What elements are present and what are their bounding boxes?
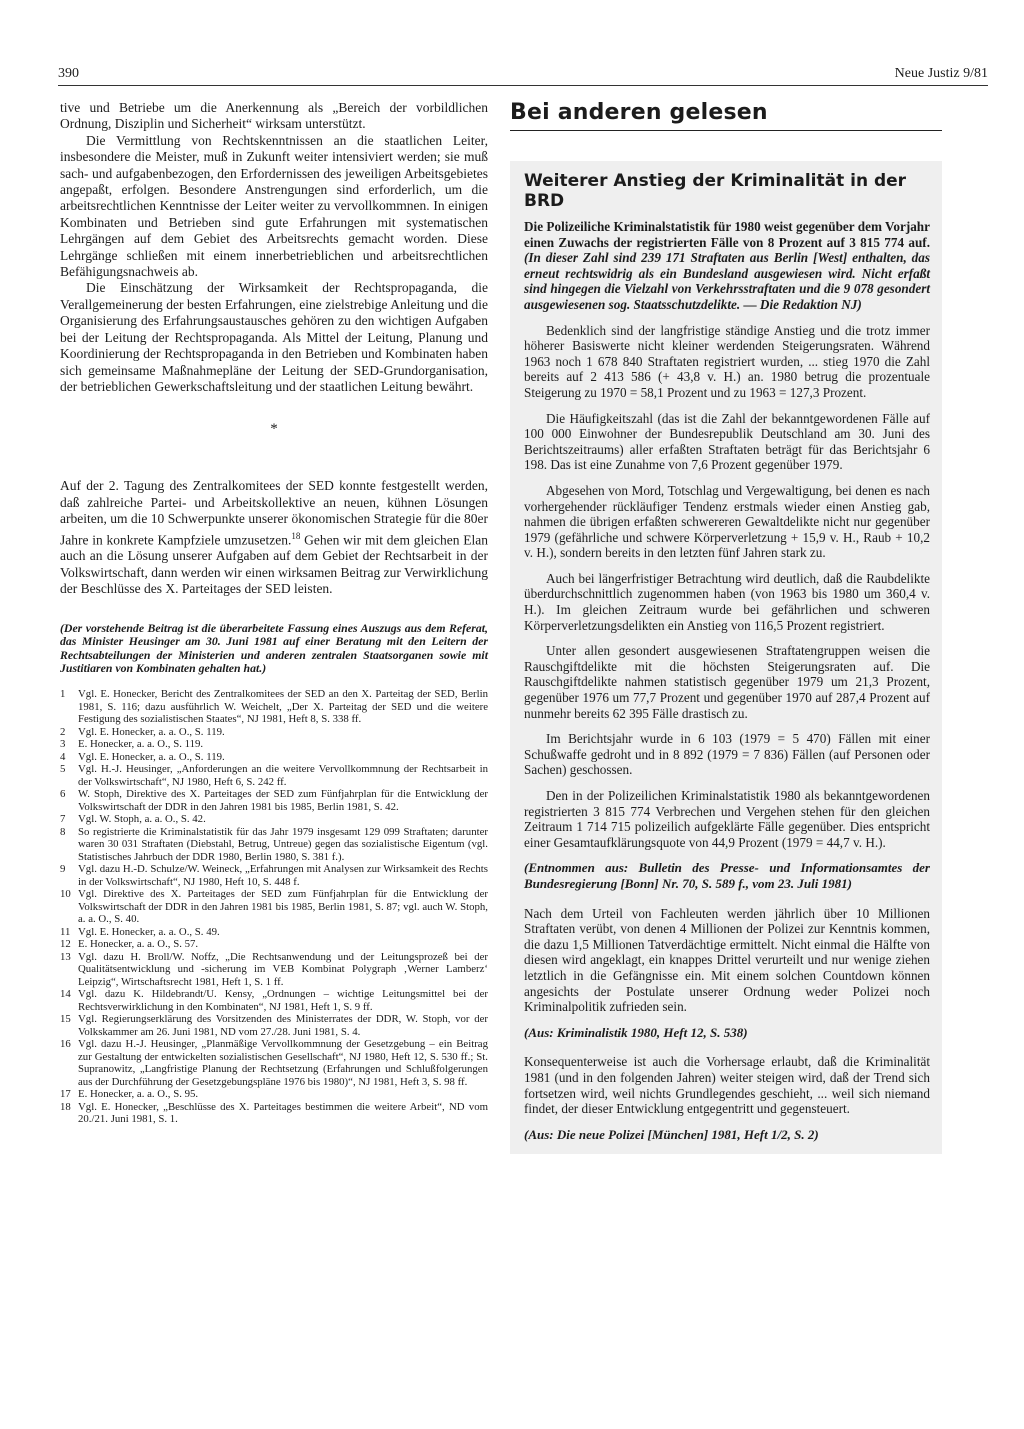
footnote-number: 5 xyxy=(60,763,66,776)
footnote xyxy=(60,763,488,788)
footnote xyxy=(60,988,488,1013)
paragraph: Unter allen gesondert ausgewiesenen Straftatengruppen weisen die Rauschgiftdelikte mit die höchsten Steigerungsraten auf. Die Rauschgiftdelikte nahmen statistisch gegenüber 1979 um 21,3 Prozent, gegenüber 1976 um 77,7 Prozent und gegenüber 1970 auf 287,4 Prozent auf nunmehr bereits 62 395 Fälle drastisch zu. xyxy=(524,643,930,721)
footnote-text: Vgl. E. Honecker, a. a. O., S. 49. xyxy=(78,925,220,938)
footnote xyxy=(60,951,488,989)
article-box xyxy=(510,161,942,1154)
footnote-number: 8 xyxy=(60,825,66,838)
footnote-number: 12 xyxy=(60,938,71,951)
paragraph: Abgesehen von Mord, Totschlag und Vergewaltigung, bei denen es nach vorhergehender rückläufiger Tendenz erstmals wieder einen Anstieg gab, nahmen die übrigen erfaßten schwereren Gewaltdelikte nicht nur gegenüber 1979 (gefährliche und schwere Körperverletzung + 15,9 v. H., Raub + 10,2 v. H.), sondern bereits in den letzten fünf Jahren stark zu. xyxy=(524,482,930,561)
footnote-number: 4 xyxy=(60,750,66,763)
footnote-number: 2 xyxy=(60,725,66,738)
footnote-text: Vgl. E. Honecker, a. a. O., S. 119. xyxy=(78,750,225,763)
source-citation: (Aus: Kriminalistik 1980, Heft 12, S. 538) xyxy=(524,1024,748,1040)
footnote-number: 9 xyxy=(60,863,66,876)
left-column xyxy=(60,100,488,1126)
footnote xyxy=(60,738,488,751)
footnote-text: E. Honecker, a. a. O., S. 119. xyxy=(78,738,204,751)
footnote-text: So registrierte die Kriminalstatistik für das Jahr 1979 insgesamt 129 099 Straftaten; darunter waren 30 031 Straftaten (Diebstahl, Betrug, Untreue) gegen das sozialistische Eigentum (vgl. Statistisches Jahrbuch der DDR 1980, Berlin 1980, S. 381 f.). xyxy=(78,825,488,863)
paragraph: Konsequenterweise ist auch die Vorhersage erlaubt, daß die Kriminalität 1981 (und in den folgenden Jahren) weiter steigen wird, daß der Trend sich fortsetzen wird, weil nichts Grundlegendes geschieht, ... weil sich niemand findet, der dieser Entwicklung entgegentritt und gegensteuert. xyxy=(524,1054,930,1117)
page-number: 390 xyxy=(58,66,79,81)
source-citation: (Aus: Die neue Polizei [München] 1981, Heft 1/2, S. 2) xyxy=(524,1126,819,1142)
footnote-text: Vgl. E. Honecker, a. a. O., S. 119. xyxy=(78,725,225,738)
paragraph: Die Vermittlung von Rechtskenntnissen an die staatlichen Leiter, insbesondere die Meister, muß in Zukunft weiter intensiviert werden; sie muß sach- und aufgabenbezogen, den Erfordernissen des jeweiligen Arbeitsgebietes angepaßt, erfolgen. Besondere Anstrengungen sind erforderlich, um die arbeitsrechtlichen Kenntnisse der Leiter weiter zu vervollkommnen. In einigen Kombinaten und Betrieben sind gute Erfahrungen mit systematischen Lehrgängen auf dem Gebiet des Arbeitsrechts gemacht worden. Diese Lehrgänge schließen mit einem innerbetrieblichen und arbeitsrechtlichen Befähigungsnachweis ab. xyxy=(60,132,488,280)
footnote xyxy=(60,863,488,888)
footnote-number: 16 xyxy=(60,1038,71,1051)
section-rule xyxy=(510,130,942,131)
footnote-text: E. Honecker, a. a. O., S. 57. xyxy=(78,938,199,951)
footnote-number: 7 xyxy=(60,813,66,826)
footnote xyxy=(60,751,488,764)
footnote-ref: 18 xyxy=(291,530,301,541)
paragraph: Die Einschätzung der Wirksamkeit der Rechtspropaganda, die Verallgemeinerung der besten Erfahrungen, eine zielstrebige Anleitung und die Organisierung des Erfahrungsaustausches gehören zu den wichtigen Aufgaben bei der Leitung der Rechtspropaganda. Als Mittel der Leitung, Planung und Koordinierung der Rechtspropaganda in den Betrieben und Kombinaten haben sich gemeinsame Maßnahmepläne der Leitung der SED-Grundorganisation, der betrieblichen Gewerkschaftsleitung und der staatlichen Leitung bewährt. xyxy=(60,280,488,394)
footnote xyxy=(60,1088,488,1101)
editor-remark: (In dieser Zahl sind 239 171 Straftaten aus Berlin [West] enthalten, das erneut rechtswidrig als ein Bundesland ausgewiesen wird. Nicht erfaßt sind hingegen die Vielzahl von Verkehrsstraftaten und die 9 078 gesondert ausgewiesenen sog. Staatsschutzdelikte. — Die Redaktion NJ) xyxy=(524,250,930,312)
footnote xyxy=(60,888,488,926)
footnote-number: 6 xyxy=(60,788,66,801)
article-title: Weiterer Anstieg der Kriminalität in der BRD xyxy=(524,171,907,211)
footnote-text: Vgl. dazu H.-J. Heusinger, „Planmäßige Vervollkommnung der Gesetzgebung – ein Beitrag zur Gestaltung der entwickelten sozialistischen Gesellschaft“, NJ 1980, Heft 12, S. 530 ff.; St. Supranowitz, „Langfristige Planung der Rechtsetzung (Erfahrungen und Schlußfolgerungen aus der Durchführung der Gesetzgebungspläne 1976 bis 1980)“, NJ 1981, Heft 3, S. 98 ff. xyxy=(78,1038,488,1088)
footnote-number: 17 xyxy=(60,1088,71,1101)
footnote-text: Vgl. dazu H.-D. Schulze/W. Weineck, „Erfahrungen mit Analysen zur Wirksamkeit des Rechts in der Volkswirtschaft“, NJ 1980, Heft 10, S. 448 f. xyxy=(78,863,488,888)
header-rule xyxy=(58,85,988,86)
footnote-text: Vgl. E. Honecker, „Beschlüsse des X. Parteitages bestimmen die weitere Arbeit“, ND vom 20./21. Juni 1981, S. 1. xyxy=(78,1100,488,1126)
footnote-text: Vgl. W. Stoph, a. a. O., S. 42. xyxy=(78,813,206,826)
footnote-text: W. Stoph, Direktive des X. Parteitages der SED zum Fünfjahrplan für die Entwicklung der Volkswirtschaft der DDR in den Jahren 1981 bis 1985, Berlin 1981, S. 42. xyxy=(78,788,488,813)
paragraph xyxy=(60,478,488,597)
paragraph: Bedenklich sind der langfristige ständige Anstieg und die trotz immer höherer Basiswerte nicht kleiner werdenden Steigerungsraten. Während 1963 noch 1 678 840 Straftaten registriert wurden, ... stieg 1970 die Zahl bereits auf 2 413 586 (+ 43,8 v. H.) an. 1980 betrug die prozentuale Steigerung zu 1970 = 58,1 Prozent und zu 1963 = 127,3 Prozent. xyxy=(524,322,930,400)
footnote xyxy=(60,688,488,726)
footnote xyxy=(60,788,488,813)
footnote-number: 15 xyxy=(60,1013,71,1026)
paragraph: Nach dem Urteil von Fachleuten werden jährlich über 10 Millionen Straftaten verübt, von denen 4 Millionen der Polizei zur Kenntnis kommen, die dazu 1,5 Millionen Tatverdächtige ermittelt. Nicht einmal die Hälfte von diesen wird angeklagt, ein knappes Drittel verurteilt und nur wenige ziehen letztlich in die Gefängnisse ein. Mit einem solchen Countdown können angesichts der Postulate unserer Ordnung weder Polizei noch Kriminalpolitik zufrieden sein. xyxy=(524,905,930,1015)
paragraph-text: Auf der 2. Tagung des Zentralkomitees der SED konnte festgestellt werden, daß zahlreiche Partei- und Arbeitskollektive an neuen, kühnen Lösungen arbeiten, um die 10 Schwerpunkte unserer ökonomischen Strategie für die 80er Jahre in konkrete Kampfziele umzusetzen. xyxy=(60,478,488,548)
footnote xyxy=(60,938,488,951)
footnote-number: 18 xyxy=(60,1100,71,1113)
footnote xyxy=(60,926,488,939)
source-citation: (Entnommen aus: Bulletin des Presse- und Informationsamtes der Bundesregierung [Bonn] Nr. 70, S. 589 f., vom 23. Juli 1981) xyxy=(524,860,930,891)
footnote-text: Vgl. H.-J. Heusinger, „Anforderungen an die weitere Vervollkommnung der Rechtsarbeit in der Volkswirtschaft“, NJ 1980, Heft 6, S. 242 ff. xyxy=(78,763,488,788)
paragraph: Die Häufigkeitszahl (das ist die Zahl der bekanntgewordenen Fälle auf 100 000 Einwohner der Bundesrepublik Deutschland am 30. Juni des Berichtszeitraums) aller erfaßten Straftaten beträgt für das Berichtsjahr 6 198. Das ist eine Zunahme von 7,6 Prozent gegenüber 1979. xyxy=(524,410,930,473)
footnote-number: 3 xyxy=(60,738,66,751)
footnote xyxy=(60,1038,488,1088)
footnote-number: 1 xyxy=(60,688,66,701)
footnote-text: Vgl. Regierungserklärung des Vorsitzenden des Ministerrates der DDR, W. Stoph, vor der Volkskammer am 26. Juni 1981, ND vom 27./28. Juni 1981, S. 4. xyxy=(78,1013,488,1038)
footnote-number: 10 xyxy=(60,888,71,901)
footnote-text: E. Honecker, a. a. O., S. 95. xyxy=(78,1088,199,1101)
paragraph: Im Berichtsjahr wurde in 6 103 (1979 = 5 470) Fällen mit einer Schußwaffe gedroht und in 8 892 (1979 = 7 836) Fällen (auf Personen oder Sachen) geschossen. xyxy=(524,731,930,778)
footnote-number: 11 xyxy=(60,925,71,938)
paragraph: Auch bei längerfristiger Betrachtung wird deutlich, daß die Raubdelikte überdurchschnittlich zugenommen haben (von 1963 bis 1980 um 360,4 v. H.). Im gleichen Zeitraum wurde bei gefährlichen und schweren Körperverletzungsdelikten ein Anstieg von 116,5 Prozent registriert. xyxy=(524,570,930,633)
footnote xyxy=(60,726,488,739)
section-title: Bei anderen gelesen xyxy=(510,100,768,125)
footnote xyxy=(60,826,488,864)
paragraph-text: Gehen wir mit dem gleichen Elan auch an die Lösung unserer Aufgaben auf dem Gebiet der Rechtsarbeit in der Volkswirtschaft, dann werden wir einen wirksamen Beitrag zur Verwirklichung der Beschlüsse des X. Parteitages der SED leisten. xyxy=(60,532,489,597)
footnote-text: Vgl. dazu K. Hildebrandt/U. Kensy, „Ordnungen – wichtige Leitungsmittel bei der Rechtsverwirklichung in den Kombinaten“, NJ 1981, Heft 1, S. 9 ff. xyxy=(78,988,488,1013)
right-column xyxy=(510,100,942,1154)
footnote xyxy=(60,1101,488,1126)
paragraph: tive und Betriebe um die Anerkennung als „Bereich der vorbildlichen Ordnung, Disziplin und Sicherheit“ wirksam unterstützt. xyxy=(60,100,488,132)
footnote-text: Vgl. E. Honecker, Bericht des Zentralkomitees der SED an den X. Parteitag der SED, Berlin 1981, S. 116; dazu ausführlich W. Weichelt, „Der X. Parteitag der SED und die weitere Festigung des sozialistischen Staates“, NJ 1981, Heft 8, S. 338 ff. xyxy=(78,688,488,726)
section-separator: * xyxy=(270,421,278,438)
journal-issue: Neue Justiz 9/81 xyxy=(894,66,988,81)
lead-text: Die Polizeiliche Kriminalstatistik für 1980 weist gegenüber dem Vorjahr einen Zuwachs der registrierten Fälle von 8 Prozent auf 3 815 774 auf. xyxy=(524,219,930,250)
editorial-note: (Der vorstehende Beitrag ist die überarbeitete Fassung eines Auszugs aus dem Referat, das Minister Heusinger am 30. Juni 1981 auf einer Beratung mit den Leitern der Rechtsabteilungen der Ministerien und anderen zentralen Staatsorganen sowie mit Justitiaren von Kombinaten gehalten hat.) xyxy=(60,620,488,676)
footnote-number: 14 xyxy=(60,988,71,1001)
footnote-text: Vgl. Direktive des X. Parteitages der SED zum Fünfjahrplan für die Entwicklung der Volkswirtschaft der DDR in den Jahren 1981 bis 1985, Berlin 1981, S. 87; vgl. auch W. Stoph, a. a. O., S. 40. xyxy=(78,888,488,926)
article-lead xyxy=(524,219,930,313)
footnote-text: Vgl. dazu H. Broll/W. Noffz, „Die Rechtsanwendung und der Leitungsprozeß bei der Qualitätsentwicklung und -sicherung im VEB Kombinat Polygraph ‚Werner Lamberz‘ Leipzig“, Wirtschaftsrecht 1981, Heft 1, S. 1 ff. xyxy=(78,950,488,988)
paragraph: Den in der Polizeilichen Kriminalstatistik 1980 als bekanntgewordenen registrierten 3 815 774 Verbrechen und Vergehen stehen für den gleichen Zeitraum 1 714 715 polizeilich aufgeklärte Fälle gegenüber. Dies entspricht einer Gesamtaufklärungsquote von 44,9 Prozent (1979 = 44,7 v. H.). xyxy=(524,788,930,850)
footnote xyxy=(60,813,488,826)
footnote xyxy=(60,1013,488,1038)
footnote-list xyxy=(60,688,488,1126)
footnote-number: 13 xyxy=(60,950,71,963)
